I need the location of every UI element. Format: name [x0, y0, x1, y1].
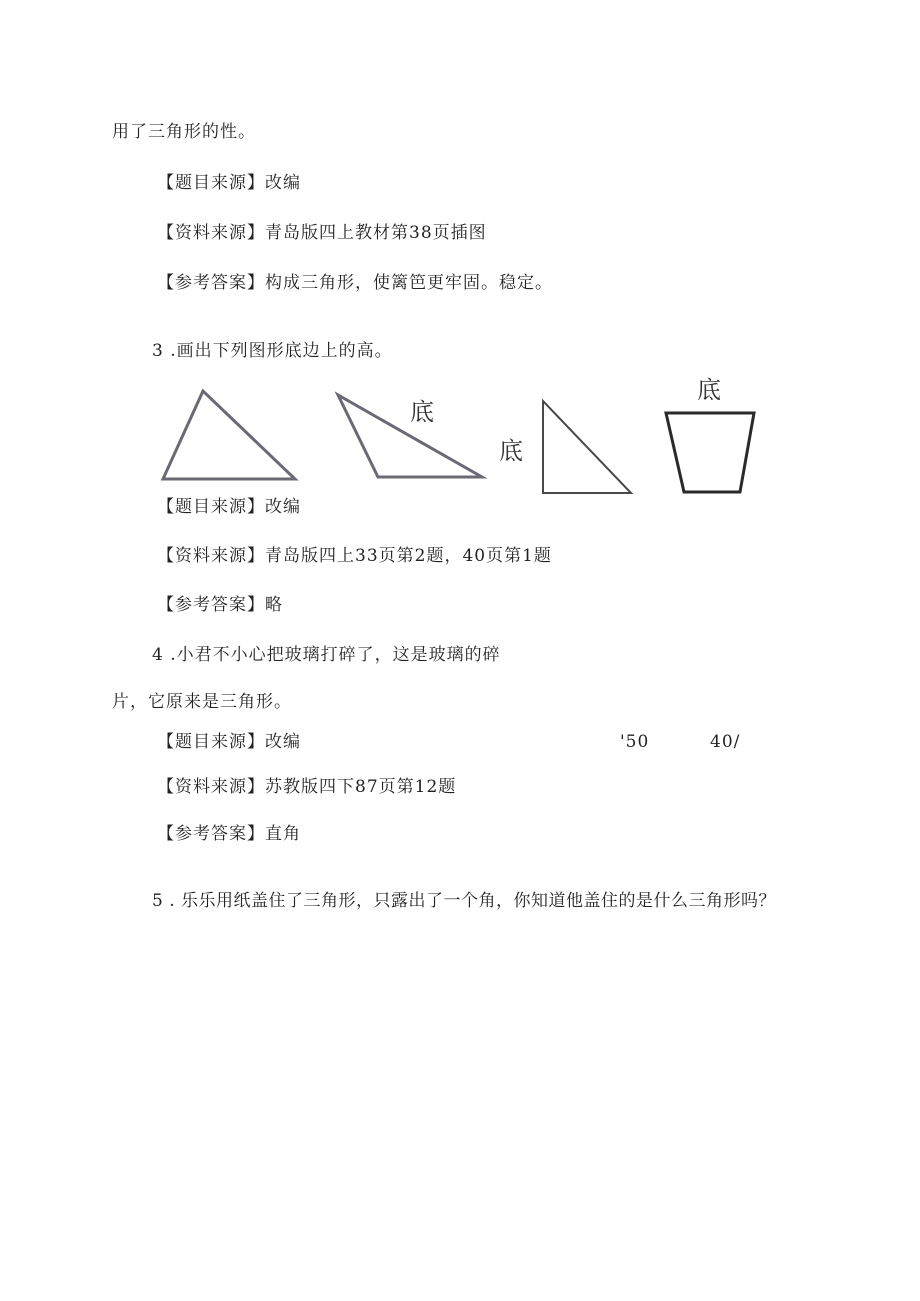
base-label-2: 底	[410, 398, 434, 426]
figure-right-triangle	[495, 395, 640, 500]
reference-answer-4: 【参考答案】直角	[157, 824, 301, 844]
question-5: 5 . 乐乐用纸盖住了三角形，只露出了一个角，你知道他盖住的是什么三角形吗？	[152, 891, 777, 911]
material-source-3: 【资料来源】青岛版四上33页第2题，40页第1题	[157, 546, 552, 566]
question-source-2: 【题目来源】改编	[157, 173, 301, 193]
question-3: 3 .画出下列图形底边上的高。	[152, 341, 393, 361]
angle-label-50: '50	[620, 732, 650, 752]
reference-answer-2: 【参考答案】构成三角形，使篱笆更牢固。稳定。	[157, 273, 553, 293]
question-source-3: 【题目来源】改编	[157, 497, 301, 517]
base-label-3: 底	[499, 437, 523, 465]
question-4-line-1: 4 .小君不小心把玻璃打碎了，这是玻璃的碎	[152, 645, 501, 665]
material-source-4: 【资料来源】苏教版四下87页第12题	[157, 777, 457, 797]
material-source-2: 【资料来源】青岛版四上教材第38页插图	[157, 223, 487, 243]
question-4-line-2: 片，它原来是三角形。	[112, 692, 292, 712]
angle-label-40: 40/	[710, 732, 741, 752]
reference-answer-3: 【参考答案】略	[157, 595, 283, 615]
question-source-4: 【题目来源】改编	[157, 732, 301, 752]
text-line-1: 用了三角形的性。	[112, 122, 256, 142]
figure-triangle-1	[155, 385, 305, 485]
figure-triangle-2	[330, 385, 490, 485]
base-label-4: 底	[697, 376, 721, 404]
figure-trapezoid	[660, 370, 760, 500]
